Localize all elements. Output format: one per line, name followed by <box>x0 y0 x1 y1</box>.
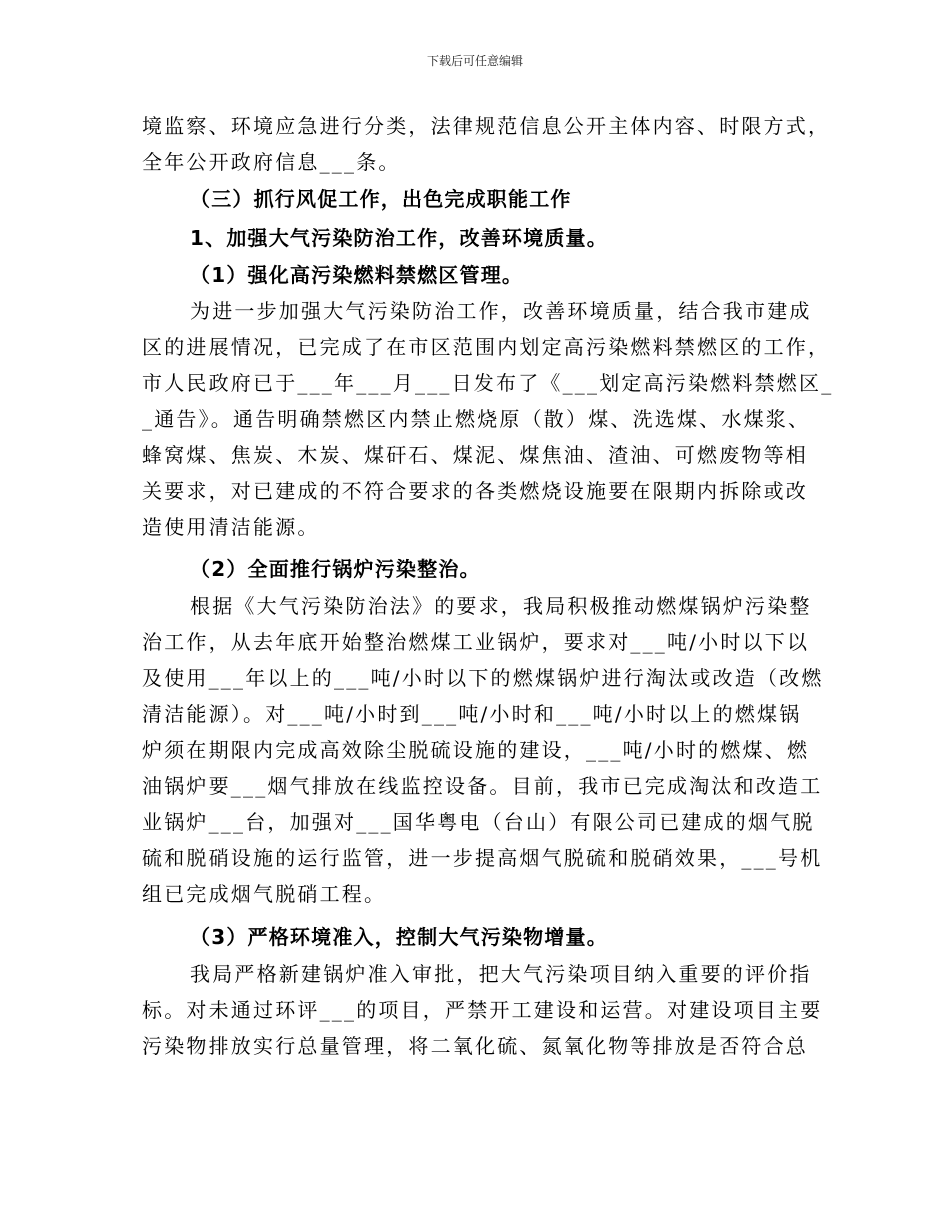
subsection-heading: 1、加强大气污染防治工作，改善环境质量。 <box>190 226 608 250</box>
item-heading: （1）强化高污染燃料禁燃区管理。 <box>190 263 524 287</box>
body-line: 关要求，对已建成的不符合要求的各类燃烧设施要在限期内拆除或改 <box>142 479 808 503</box>
body-line: 境监察、环境应急进行分类，法律规范信息公开主体内容、时限方式， <box>142 114 831 138</box>
section-heading: （三）抓行风促工作，出色完成职能工作 <box>190 187 572 211</box>
body-line: 区的进展情况，已完成了在市区范围内划定高污染燃料禁燃区的工作， <box>142 335 831 359</box>
paragraph-first-line: 我局严格新建锅炉准入审批，把大气污染项目纳入重要的评价指 <box>190 962 812 986</box>
item-heading: （3）严格环境准入，控制大气污染物增量。 <box>190 925 608 949</box>
body-line: 治工作，从去年底开始整治燃煤工业锅炉，要求对___吨/小时以下以 <box>142 630 810 654</box>
body-line: 清洁能源）。对___吨/小时到___吨/小时和___吨/小时以上的燃煤锅 <box>142 702 802 726</box>
body-line: 市人民政府已于___年___月___日发布了《___划定高污染燃料禁燃区_ <box>142 371 834 395</box>
item-heading: （2）全面推行锅炉污染整治。 <box>190 557 481 581</box>
paragraph-first-line: 根据《大气污染防治法》的要求，我局积极推动燃煤锅炉污染整 <box>190 594 812 618</box>
page-header: 下载后可任意编辑 <box>426 54 523 68</box>
body-line: 污染物排放实行总量管理，将二氧化硫、氮氧化物等排放是否符合总 <box>142 1034 808 1058</box>
body-line: 业锅炉___台，加强对___国华粤电（台山）有限公司已建成的烟气脱 <box>142 810 815 834</box>
body-line: 全年公开政府信息___条。 <box>142 150 401 174</box>
body-line: 蜂窝煤、焦炭、木炭、煤矸石、煤泥、煤焦油、渣油、可燃废物等相 <box>142 443 808 467</box>
body-line: 组已完成烟气脱硝工程。 <box>142 882 387 906</box>
body-line: 油锅炉要___烟气排放在线监控设备。目前，我市已完成淘汰和改造工 <box>142 774 823 798</box>
body-line: _通告》。通告明确禁燃区内禁止燃烧原（散）煤、洗选煤、水煤浆、 <box>142 407 811 431</box>
body-line: 标。对未通过环评___的项目，严禁开工建设和运营。对建设项目主要 <box>142 998 823 1022</box>
body-line: 及使用___年以上的___吨/小时以下的燃煤锅炉进行淘汰或改造（改燃 <box>142 666 824 690</box>
body-line: 硫和脱硝设施的运行监管，进一步提高烟气脱硫和脱硝效果，___号机 <box>142 846 823 870</box>
body-line: 造使用清洁能源。 <box>142 515 320 539</box>
body-line: 炉须在期限内完成高效除尘脱硫设施的建设，___吨/小时的燃煤、燃 <box>142 738 810 762</box>
paragraph-first-line: 为进一步加强大气污染防治工作，改善环境质量，结合我市建成 <box>190 299 812 323</box>
